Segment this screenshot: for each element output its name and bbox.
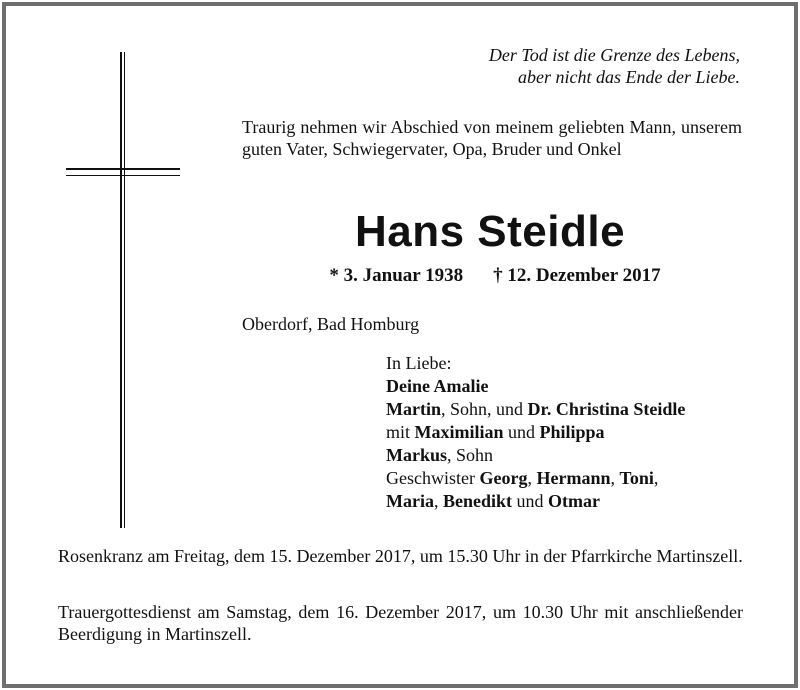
death-date: † 12. Dezember 2017 (493, 265, 661, 286)
and-text-1: und (503, 422, 540, 442)
grandchild1-name: Maximilian (414, 422, 504, 442)
siblings-label: Geschwister (386, 468, 480, 488)
sep-2: , (610, 468, 620, 488)
sep-1: , (527, 468, 537, 488)
motto-line-1: Der Tod ist die Grenze des Lebens, (488, 45, 740, 65)
motto-quote (380, 44, 740, 88)
son2-role: , Sohn (447, 445, 494, 465)
sibling-2: Hermann (536, 468, 611, 488)
in-love-label: In Liebe: (386, 353, 452, 373)
and-text-2: und (512, 491, 548, 511)
life-dates (250, 265, 740, 287)
sep-4: , (433, 491, 443, 511)
sep-3: , (653, 468, 659, 488)
notice-frame (2, 2, 798, 688)
family-signature (386, 352, 756, 513)
cross-bar (66, 168, 180, 176)
with-text: mit (386, 422, 415, 442)
sibling-6: Otmar (548, 491, 600, 511)
sibling-4: Maria (386, 491, 434, 511)
funeral-service-info: Trauergottesdienst am Samstag, dem 16. Dezember 2017, um 10.30 Uhr mit anschließender Beerdigung in Martinszell. (58, 602, 743, 644)
son2-name: Markus (386, 445, 448, 465)
cross-icon (120, 52, 125, 528)
son1-name: Martin (386, 399, 441, 419)
daughter-in-law-name: Dr. Christina Steidle (527, 399, 686, 419)
intro-text: Traurig nehmen wir Abschied von meinem geliebten Mann, unserem guten Vater, Schwiegervater, Opa, Bruder und Onkel (242, 117, 742, 159)
place-line: Oberdorf, Bad Homburg (242, 314, 420, 334)
grandchild2-name: Philippa (539, 422, 605, 442)
sibling-1: Georg (479, 468, 528, 488)
wife-name: Deine Amalie (386, 376, 489, 396)
rosary-info: Rosenkranz am Freitag, dem 15. Dezember 2017, um 15.30 Uhr in der Pfarrkirche Martinszell. (58, 546, 743, 566)
deceased-name: Hans Steidle (354, 207, 626, 256)
motto-line-2: aber nicht das Ende der Liebe. (518, 67, 740, 87)
sibling-3: Toni (619, 468, 654, 488)
sibling-5: Benedikt (442, 491, 512, 511)
son1-role: , Sohn, und (440, 399, 528, 419)
birth-date: * 3. Januar 1938 (329, 265, 464, 286)
